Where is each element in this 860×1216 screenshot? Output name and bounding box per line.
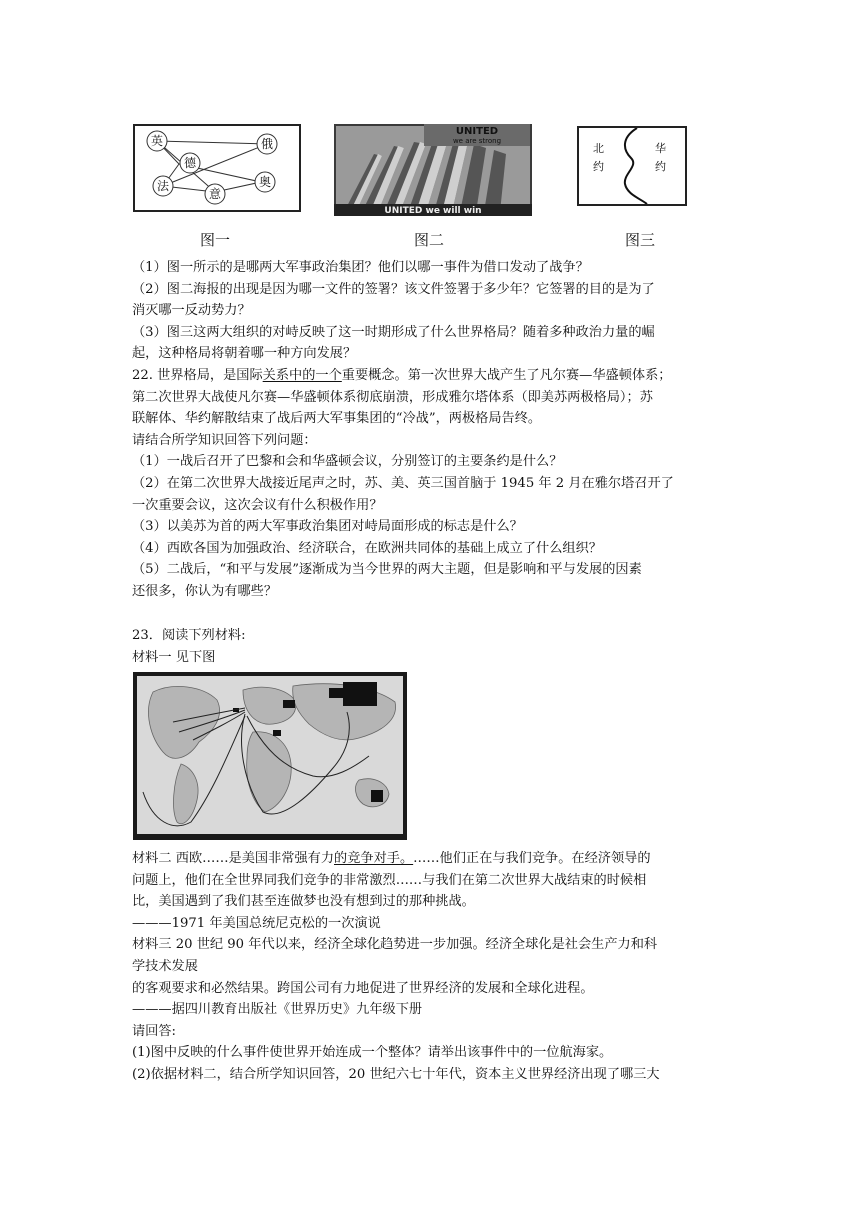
bloc-boundary [579, 128, 685, 204]
q23-m2-a: 材料二 西欧……是美国非常强有力 [132, 851, 335, 866]
question-23-header [132, 625, 732, 668]
q21-line: （1）图一所示的是哪两大军事政治集团？他们以哪一事件为借口发动了战争？ [132, 260, 589, 275]
figure-1-caption: 图一 [200, 231, 231, 249]
q23-line: (2)依据材料二，结合所学知识回答，20 世纪六七十年代，资本主义世界经济出现了哪三大 [132, 1066, 660, 1082]
label-treaty-right: 约 [655, 160, 666, 173]
voyages-world-map [133, 672, 407, 840]
q22-intro-a: 22. 世界格局，是国际 [132, 368, 263, 383]
q23-material-2-line [132, 848, 732, 870]
question-23-materials [132, 848, 732, 1086]
label-north: 北 [593, 142, 604, 155]
q23-m2-underlined: 的竞争对手。 [334, 851, 414, 866]
poster-bottom-slogan: UNITED we will win [384, 206, 482, 216]
q23-line: 请回答: [132, 1023, 177, 1039]
q22-line: 请结合所学知识回答下列问题： [132, 432, 317, 448]
q22-line: 第二次世界大战使凡尔赛—华盛顿体系彻底崩溃，形成雅尔塔体系（即美苏两极格局）；苏 [132, 389, 653, 405]
q22-line: 一次重要会议，这次会议有什么积极作用？ [132, 497, 383, 513]
node-germany: 德 [183, 156, 197, 170]
q23-m2-b: ……他们正在与我们竞争。在经济领导的 [413, 851, 651, 866]
q22-line: （4）西欧各国为加强政治、经济联合，在欧洲共同体的基础上成立了什么组织？ [132, 540, 602, 556]
q21-line: （3）图三这两大组织的对峙反映了这一时期形成了什么世界格局？随着多种政治力量的崛 [132, 324, 655, 340]
q23-line: ———据四川教育出版社《世界历史》九年级下册 [132, 1002, 423, 1018]
figure-2-poster [334, 124, 532, 216]
world-map-image [133, 672, 407, 840]
q22-line: （1）一战后召开了巴黎和会和华盛顿会议，分别签订的主要条约是什么？ [132, 454, 563, 470]
node-britain: 英 [150, 134, 164, 148]
node-austria: 奥 [258, 175, 272, 189]
node-italy: 意 [208, 187, 222, 201]
q22-intro-line [132, 365, 732, 387]
label-treaty-left: 约 [593, 160, 604, 173]
q22-intro-underlined: 关系中的一个 [262, 368, 342, 383]
figure-3-caption: 图三 [625, 231, 656, 249]
q23-line: 问题上，他们在全世界同我们竞争的非常激烈……与我们在第二次世界大战结束的时候相 [132, 872, 647, 888]
q21-line: 起，这种格局将朝着哪一种方向发展？ [132, 346, 357, 362]
node-france: 法 [156, 179, 170, 193]
figure-1-alliance-diagram [133, 124, 301, 212]
figure-3-bloc-map [577, 126, 687, 206]
q22-intro-b: 重要概念。第一次世界大战产生了凡尔赛—华盛顿体系； [341, 368, 672, 383]
figure-2-caption: 图二 [414, 231, 445, 249]
label-warsaw: 华 [655, 142, 666, 155]
q23-line: ———1971 年美国总统尼克松的一次演说 [132, 915, 381, 931]
alliance-network [135, 126, 299, 210]
q23-line: 学技术发展 [132, 958, 198, 974]
question-21-block [132, 257, 732, 365]
poster-top-title: UNITED [455, 126, 499, 137]
q22-line: （3）以美苏为首的两大军事政治集团对峙局面形成的标志是什么？ [132, 519, 523, 535]
q21-line: 消灭哪一反动势力？ [132, 303, 251, 319]
q22-line: （2）在第二次世界大战接近尾声之时，苏、美、英三国首脑于 1945 年 2 月在雅尔塔召开了 [132, 475, 674, 491]
q23-line: 材料三 20 世纪 90 年代以来，经济全球化趋势进一步加强。经济全球化是社会生产力和科 [132, 937, 658, 953]
q23-line: 比，美国遇到了我们甚至连做梦也没有想到过的那种挑战。 [132, 894, 475, 910]
poster-top-subtitle: we are strong [452, 137, 502, 145]
q22-line: （5）二战后，“和平与发展”逐渐成为当今世界的两大主题，但是影响和平与发展的因素 [132, 562, 642, 578]
united-poster-image [334, 124, 532, 216]
question-22-block [132, 365, 732, 603]
q22-line: 还很多，你认为有哪些？ [132, 583, 278, 599]
q23-line: 的客观要求和必然结果。跨国公司有力地促进了世界经济的发展和全球化进程。 [132, 980, 594, 996]
q21-line: （2）图二海报的出现是因为哪一文件的签署？该文件签署于多少年？它签署的目的是为了 [132, 281, 655, 297]
q22-line: 联解体、华约解散结束了战后两大军事集团的“冷战”，两极格局告终。 [132, 411, 542, 427]
q23-line: (1)图中反映的什么事件使世界开始连成一个整体？请举出该事件中的一位航海家。 [132, 1045, 613, 1061]
node-russia: 俄 [260, 137, 274, 151]
q23-title: 23．阅读下列材料: [132, 628, 246, 643]
q23-material-1: 材料一 见下图 [132, 649, 216, 665]
